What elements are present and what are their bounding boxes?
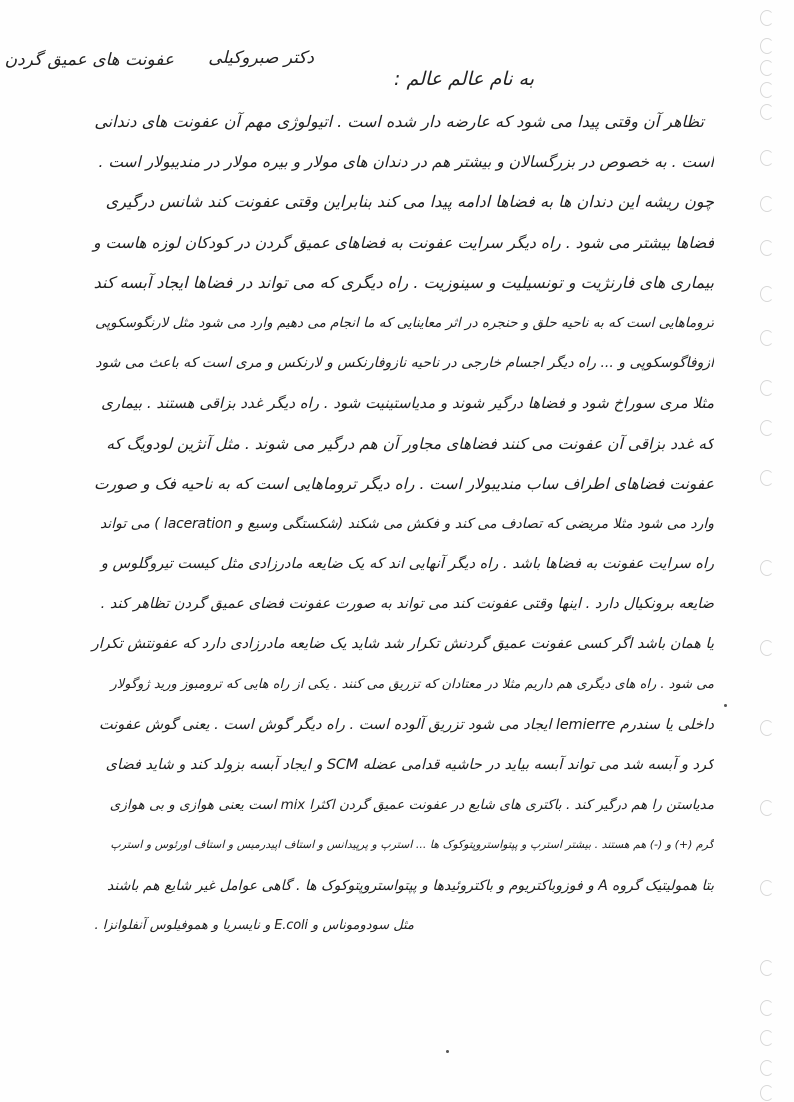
text-line: راه سرایت عفونت به فضاها باشد . راه دیگر آنهایی اند که یک ضایعه مادرزادی مثل کیست تیروگلوس و [100, 556, 714, 573]
binder-hole [760, 150, 774, 166]
binder-hole [760, 880, 774, 896]
text-line: تروماهایی است که به ناحیه حلق و حنجره در اثر معاینایی که ما انجام می دهیم وارد می شود مثل لارنگوسکوپی [95, 314, 714, 331]
text-line: می شود . راه های دیگری هم داریم مثلا در معتادان که تزریق می کنند . یکی از راه هایی که ترومبوز ورید ژوگولار [110, 676, 714, 692]
binder-hole [760, 1060, 774, 1076]
binder-hole [760, 720, 774, 736]
binder-hole [760, 800, 774, 816]
text-line: عفونت فضاهای اطراف ساب مندیبولار است . راه دیگر تروماهایی است که به ناحیه فک و صورت [93, 474, 714, 493]
author-name: دکتر صبروکیلی [208, 48, 314, 68]
text-line: یا همان باشد اگر کسی عفونت عمیق گردنش تکرار شد شاید یک ضایعه مادرزادی دارد که عفونتش تکرار [91, 636, 714, 653]
text-line: چون ریشه این دندان ها به فضاها ادامه پیدا می کند بنابراین وقتی عفونت کند شانس درگیری [105, 192, 714, 212]
binder-hole [760, 10, 774, 26]
binder-hole [760, 640, 774, 656]
binder-hole [760, 104, 774, 120]
binder-hole [760, 286, 774, 302]
text-line: مثلا مری سوراخ شود و فضاها درگیر شوند و مدیاستینیت شود . راه دیگر غدد بزاقی هستند . بیماری [101, 394, 714, 413]
binder-hole [760, 240, 774, 256]
binder-hole [760, 380, 774, 396]
binder-hole [760, 1085, 774, 1101]
text-line: که غدد بزاقی آن عفونت می کنند فضاهای مجاور آن هم درگیر می شوند . مثل آنژین لودویگ که [106, 434, 714, 453]
ink-dot [446, 1050, 449, 1053]
binder-hole [760, 330, 774, 346]
binder-hole [760, 420, 774, 436]
text-line: ازوفاگوسکوپی و ... راه دیگر اجسام خارجی در ناحیه نازوفارنکس و لارنکس و مری است که باعث می شود [95, 355, 714, 372]
binder-hole [760, 470, 774, 486]
ink-dot [724, 704, 727, 707]
page-header [4, 40, 734, 90]
text-line: بیماری های فارنژیت و تونسیلیت و سینوزیت . راه دیگری که می تواند در فضاها ایجاد آبسه کند [93, 272, 714, 292]
text-line: فضاها بیشتر می شود . راه دیگر سرایت عفونت به فضاهای عمیق گردن در کودکان لوزه هاست و [93, 233, 714, 252]
text-line: کرد و آبسه شد می تواند آبسه بیاید در حاشیه قدامی عضله SCM و ایجاد آبسه بزولد کند و شاید فضای [105, 757, 714, 773]
text-line: وارد می شود مثلا مریضی که تصادف می کند و فکش می شکند (شکستگی وسیع و laceration ) می تواند [99, 515, 714, 532]
handwritten-body [90, 102, 714, 946]
binder-hole [760, 82, 774, 98]
binder-hole [760, 196, 774, 212]
text-line: مدیاستن را هم درگیر کند . باکتری های شایع در عفونت عمیق گردن اکثرا mix است یعنی هوازی و بی هوازی [109, 797, 714, 814]
binder-hole [760, 1000, 774, 1016]
text-line: بتا همولیتیک گروه A و فوزوباکتریوم و باکتروئیدها و پپتواستروپتوکوک ها . گاهی عوامل غیر شایع هم باشند [107, 877, 714, 894]
text-line: داخلی یا سندرم lemierre ایجاد می شود تزریق آلوده است . راه دیگر گوش است . یعنی گوش عفونت [99, 716, 714, 733]
text-line: تظاهر آن وقتی پیدا می شود که عارضه دار شده است . اتیولوژی مهم آن عفونت های دندانی [94, 112, 704, 131]
text-line: گرم (+) و (-) هم هستند . بیشتر استرپ و پپتواستروپتوکوک ها ... استرپ و پرپیدانس و استاف اپیدرمیس و استاف اورئوس و استرپ [110, 838, 714, 852]
binder-hole [760, 38, 774, 54]
text-line: مثل سودوموناس و E.coli و نایسریا و هموفیلوس آنفلوانزا . [94, 917, 414, 933]
text-line: ضایعه برونکیال دارد . اینها وقتی عفونت کند می تواند به صورت عفونت فضای عمیق گردن تظاهر کند . [100, 596, 714, 613]
topic-title: عفونت های عمیق گردن [4, 50, 174, 70]
basmala-heading: به نام عالم عالم : [394, 68, 534, 90]
binder-hole [760, 560, 774, 576]
binder-holes [760, 0, 784, 1102]
binder-hole [760, 960, 774, 976]
binder-hole [760, 1030, 774, 1046]
text-line: است . به خصوص در بزرگسالان و بیشتر هم در دندان های مولار و بیره مولار در مندیبولار است . [98, 153, 714, 172]
binder-hole [760, 60, 774, 76]
